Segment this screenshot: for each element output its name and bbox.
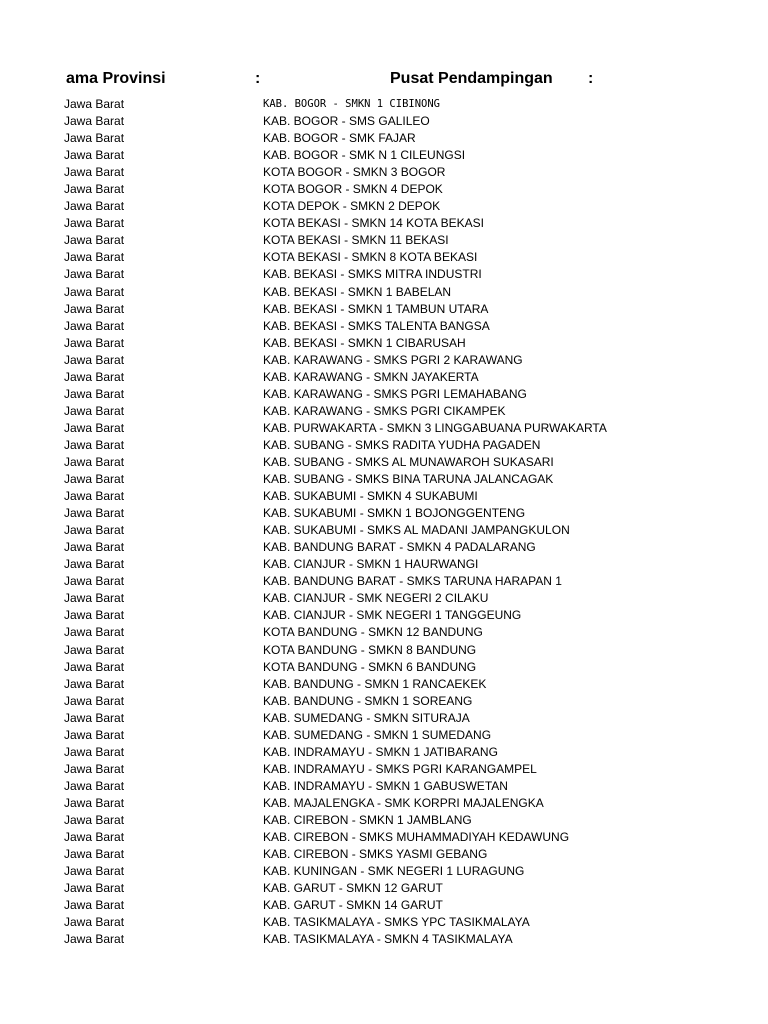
provinsi-cell: Jawa Barat <box>64 625 125 640</box>
provinsi-cell: Jawa Barat <box>64 199 125 214</box>
table-row <box>0 812 768 829</box>
provinsi-cell: Jawa Barat <box>64 420 125 435</box>
pusat-pendampingan-cell: KAB. GARUT - SMKN 12 GARUT <box>263 881 443 896</box>
provinsi-cell: Jawa Barat <box>64 744 125 759</box>
pusat-pendampingan-cell: KAB. KARAWANG - SMKS PGRI LEMAHABANG <box>263 386 527 401</box>
table-row <box>0 744 768 761</box>
pusat-pendampingan-cell: KAB. SUMEDANG - SMKN SITURAJA <box>263 710 470 725</box>
pusat-pendampingan-cell: KAB. GARUT - SMKN 14 GARUT <box>263 898 443 913</box>
table-row <box>0 181 768 198</box>
pusat-pendampingan-cell: KAB. CIANJUR - SMK NEGERI 1 TANGGEUNG <box>263 608 522 623</box>
data-table <box>0 96 768 948</box>
pusat-pendampingan-cell: KOTA BOGOR - SMKN 3 BOGOR <box>263 165 446 180</box>
table-row <box>0 880 768 897</box>
table-row <box>0 369 768 386</box>
provinsi-cell: Jawa Barat <box>64 437 125 452</box>
table-row <box>0 590 768 607</box>
pusat-pendampingan-cell: KOTA BEKASI - SMKN 8 KOTA BEKASI <box>263 250 478 265</box>
pusat-pendampingan-cell: KAB. CIREBON - SMKS YASMI GEBANG <box>263 847 488 862</box>
pusat-pendampingan-cell: KAB. SUBANG - SMKS RADITA YUDHA PAGADEN <box>263 437 541 452</box>
pusat-pendampingan-cell: KAB. CIANJUR - SMKN 1 HAURWANGI <box>263 557 479 572</box>
table-row <box>0 454 768 471</box>
column-header-colon: : <box>255 70 261 87</box>
provinsi-cell: Jawa Barat <box>64 557 125 572</box>
provinsi-cell: Jawa Barat <box>64 114 125 129</box>
pusat-pendampingan-cell: KAB. SUBANG - SMKS AL MUNAWAROH SUKASARI <box>263 454 554 469</box>
provinsi-cell: Jawa Barat <box>64 710 125 725</box>
column-header-pusat: Pusat Pendampingan <box>390 70 553 87</box>
table-row <box>0 607 768 624</box>
provinsi-cell: Jawa Barat <box>64 932 125 947</box>
table-row <box>0 420 768 437</box>
table-row <box>0 556 768 573</box>
provinsi-cell: Jawa Barat <box>64 454 125 469</box>
pusat-pendampingan-cell: KAB. TASIKMALAYA - SMKS YPC TASIKMALAYA <box>263 915 530 930</box>
pusat-pendampingan-cell: KAB. BEKASI - SMKS MITRA INDUSTRI <box>263 267 482 282</box>
provinsi-cell: Jawa Barat <box>64 693 125 708</box>
provinsi-cell: Jawa Barat <box>64 608 125 623</box>
provinsi-cell: Jawa Barat <box>64 131 125 146</box>
table-row <box>0 931 768 948</box>
table-row <box>0 215 768 232</box>
table-row <box>0 778 768 795</box>
pusat-pendampingan-cell: KAB. BANDUNG BARAT - SMKN 4 PADALARANG <box>263 540 536 555</box>
table-row <box>0 642 768 659</box>
pusat-pendampingan-cell: KOTA BEKASI - SMKN 14 KOTA BEKASI <box>263 216 484 231</box>
provinsi-cell: Jawa Barat <box>64 830 125 845</box>
pusat-pendampingan-cell: KAB. BANDUNG - SMKN 1 RANCAEKEK <box>263 676 487 691</box>
provinsi-cell: Jawa Barat <box>64 795 125 810</box>
table-row <box>0 522 768 539</box>
pusat-pendampingan-cell: KAB. BANDUNG BARAT - SMKS TARUNA HARAPAN 1 <box>263 574 562 589</box>
pusat-pendampingan-cell: KAB. TASIKMALAYA - SMKN 4 TASIKMALAYA <box>263 932 513 947</box>
table-row <box>0 352 768 369</box>
table-row <box>0 727 768 744</box>
provinsi-cell: Jawa Barat <box>64 335 125 350</box>
provinsi-cell: Jawa Barat <box>64 864 125 879</box>
pusat-pendampingan-cell: KAB. BEKASI - SMKN 1 CIBARUSAH <box>263 335 466 350</box>
table-row <box>0 829 768 846</box>
table-row <box>0 266 768 283</box>
table-row <box>0 403 768 420</box>
pusat-pendampingan-cell: KOTA BEKASI - SMKN 11 BEKASI <box>263 233 449 248</box>
pusat-pendampingan-cell: KOTA DEPOK - SMKN 2 DEPOK <box>263 199 441 214</box>
provinsi-cell: Jawa Barat <box>64 267 125 282</box>
provinsi-cell: Jawa Barat <box>64 591 125 606</box>
pusat-pendampingan-cell: KAB. BOGOR - SMS GALILEO <box>263 114 430 129</box>
pusat-pendampingan-cell: KAB. CIANJUR - SMK NEGERI 2 CILAKU <box>263 591 489 606</box>
provinsi-cell: Jawa Barat <box>64 386 125 401</box>
pusat-pendampingan-cell: KAB. BOGOR - SMKN 1 CIBINONG <box>263 98 441 110</box>
table-row <box>0 846 768 863</box>
table-row <box>0 232 768 249</box>
table-row <box>0 505 768 522</box>
pusat-pendampingan-cell: KAB. SUKABUMI - SMKN 1 BOJONGGENTENG <box>263 506 526 521</box>
table-row <box>0 761 768 778</box>
table-row <box>0 318 768 335</box>
table-row <box>0 386 768 403</box>
table-row <box>0 863 768 880</box>
provinsi-cell: Jawa Barat <box>64 97 125 111</box>
provinsi-cell: Jawa Barat <box>64 778 125 793</box>
pusat-pendampingan-cell: KOTA BANDUNG - SMKN 6 BANDUNG <box>263 659 477 674</box>
table-row <box>0 710 768 727</box>
table-row <box>0 488 768 505</box>
table-row <box>0 471 768 488</box>
pusat-pendampingan-cell: KAB. BEKASI - SMKN 1 TAMBUN UTARA <box>263 301 489 316</box>
provinsi-cell: Jawa Barat <box>64 250 125 265</box>
table-row <box>0 693 768 710</box>
pusat-pendampingan-cell: KAB. CIREBON - SMKN 1 JAMBLANG <box>263 812 472 827</box>
pusat-pendampingan-cell: KAB. SUBANG - SMKS BINA TARUNA JALANCAGAK <box>263 472 554 487</box>
table-header <box>0 70 768 94</box>
provinsi-cell: Jawa Barat <box>64 165 125 180</box>
pusat-pendampingan-cell: KOTA BANDUNG - SMKN 8 BANDUNG <box>263 642 477 657</box>
table-row <box>0 164 768 181</box>
pusat-pendampingan-cell: KAB. INDRAMAYU - SMKN 1 GABUSWETAN <box>263 778 508 793</box>
table-row <box>0 198 768 215</box>
provinsi-cell: Jawa Barat <box>64 182 125 197</box>
provinsi-cell: Jawa Barat <box>64 898 125 913</box>
pusat-pendampingan-cell: KAB. SUKABUMI - SMKN 4 SUKABUMI <box>263 489 478 504</box>
provinsi-cell: Jawa Barat <box>64 540 125 555</box>
provinsi-cell: Jawa Barat <box>64 506 125 521</box>
provinsi-cell: Jawa Barat <box>64 676 125 691</box>
column-header-colon: : <box>588 70 594 87</box>
pusat-pendampingan-cell: KAB. KARAWANG - SMKS PGRI 2 KARAWANG <box>263 352 523 367</box>
table-row <box>0 284 768 301</box>
table-row <box>0 96 768 113</box>
table-row <box>0 539 768 556</box>
pusat-pendampingan-cell: KAB. KARAWANG - SMKN JAYAKERTA <box>263 369 479 384</box>
pusat-pendampingan-cell: KOTA BOGOR - SMKN 4 DEPOK <box>263 182 443 197</box>
provinsi-cell: Jawa Barat <box>64 472 125 487</box>
pusat-pendampingan-cell: KAB. BEKASI - SMKS TALENTA BANGSA <box>263 318 490 333</box>
pusat-pendampingan-cell: KAB. MAJALENGKA - SMK KORPRI MAJALENGKA <box>263 795 544 810</box>
provinsi-cell: Jawa Barat <box>64 352 125 367</box>
table-row <box>0 147 768 164</box>
pusat-pendampingan-cell: KAB. INDRAMAYU - SMKN 1 JATIBARANG <box>263 744 498 759</box>
table-row <box>0 437 768 454</box>
pusat-pendampingan-cell: KAB. BEKASI - SMKN 1 BABELAN <box>263 284 452 299</box>
provinsi-cell: Jawa Barat <box>64 318 125 333</box>
table-row <box>0 301 768 318</box>
pusat-pendampingan-cell: KAB. BOGOR - SMK FAJAR <box>263 131 416 146</box>
table-row <box>0 335 768 352</box>
table-row <box>0 573 768 590</box>
column-header-provinsi: ama Provinsi <box>66 70 166 87</box>
pusat-pendampingan-cell: KAB. BANDUNG - SMKN 1 SOREANG <box>263 693 473 708</box>
provinsi-cell: Jawa Barat <box>64 847 125 862</box>
provinsi-cell: Jawa Barat <box>64 659 125 674</box>
pusat-pendampingan-cell: KAB. SUMEDANG - SMKN 1 SUMEDANG <box>263 727 492 742</box>
table-row <box>0 113 768 130</box>
table-row <box>0 914 768 931</box>
provinsi-cell: Jawa Barat <box>64 915 125 930</box>
table-row <box>0 795 768 812</box>
table-row <box>0 897 768 914</box>
table-row <box>0 130 768 147</box>
provinsi-cell: Jawa Barat <box>64 284 125 299</box>
provinsi-cell: Jawa Barat <box>64 574 125 589</box>
pusat-pendampingan-cell: KAB. CIREBON - SMKS MUHAMMADIYAH KEDAWUNG <box>263 830 570 845</box>
pusat-pendampingan-cell: KAB. SUKABUMI - SMKS AL MADANI JAMPANGKULON <box>263 523 570 538</box>
provinsi-cell: Jawa Barat <box>64 523 125 538</box>
table-row <box>0 249 768 266</box>
table-row <box>0 676 768 693</box>
provinsi-cell: Jawa Barat <box>64 369 125 384</box>
provinsi-cell: Jawa Barat <box>64 881 125 896</box>
pusat-pendampingan-cell: KOTA BANDUNG - SMKN 12 BANDUNG <box>263 625 483 640</box>
provinsi-cell: Jawa Barat <box>64 216 125 231</box>
table-row <box>0 659 768 676</box>
pusat-pendampingan-cell: KAB. KARAWANG - SMKS PGRI CIKAMPEK <box>263 403 506 418</box>
pusat-pendampingan-cell: KAB. INDRAMAYU - SMKS PGRI KARANGAMPEL <box>263 761 537 776</box>
provinsi-cell: Jawa Barat <box>64 148 125 163</box>
provinsi-cell: Jawa Barat <box>64 761 125 776</box>
pusat-pendampingan-cell: KAB. BOGOR - SMK N 1 CILEUNGSI <box>263 148 466 163</box>
provinsi-cell: Jawa Barat <box>64 233 125 248</box>
pusat-pendampingan-cell: KAB. PURWAKARTA - SMKN 3 LINGGABUANA PURWAKARTA <box>263 420 607 435</box>
table-row <box>0 624 768 641</box>
provinsi-cell: Jawa Barat <box>64 812 125 827</box>
provinsi-cell: Jawa Barat <box>64 301 125 316</box>
provinsi-cell: Jawa Barat <box>64 642 125 657</box>
provinsi-cell: Jawa Barat <box>64 403 125 418</box>
provinsi-cell: Jawa Barat <box>64 489 125 504</box>
provinsi-cell: Jawa Barat <box>64 727 125 742</box>
pusat-pendampingan-cell: KAB. KUNINGAN - SMK NEGERI 1 LURAGUNG <box>263 864 525 879</box>
